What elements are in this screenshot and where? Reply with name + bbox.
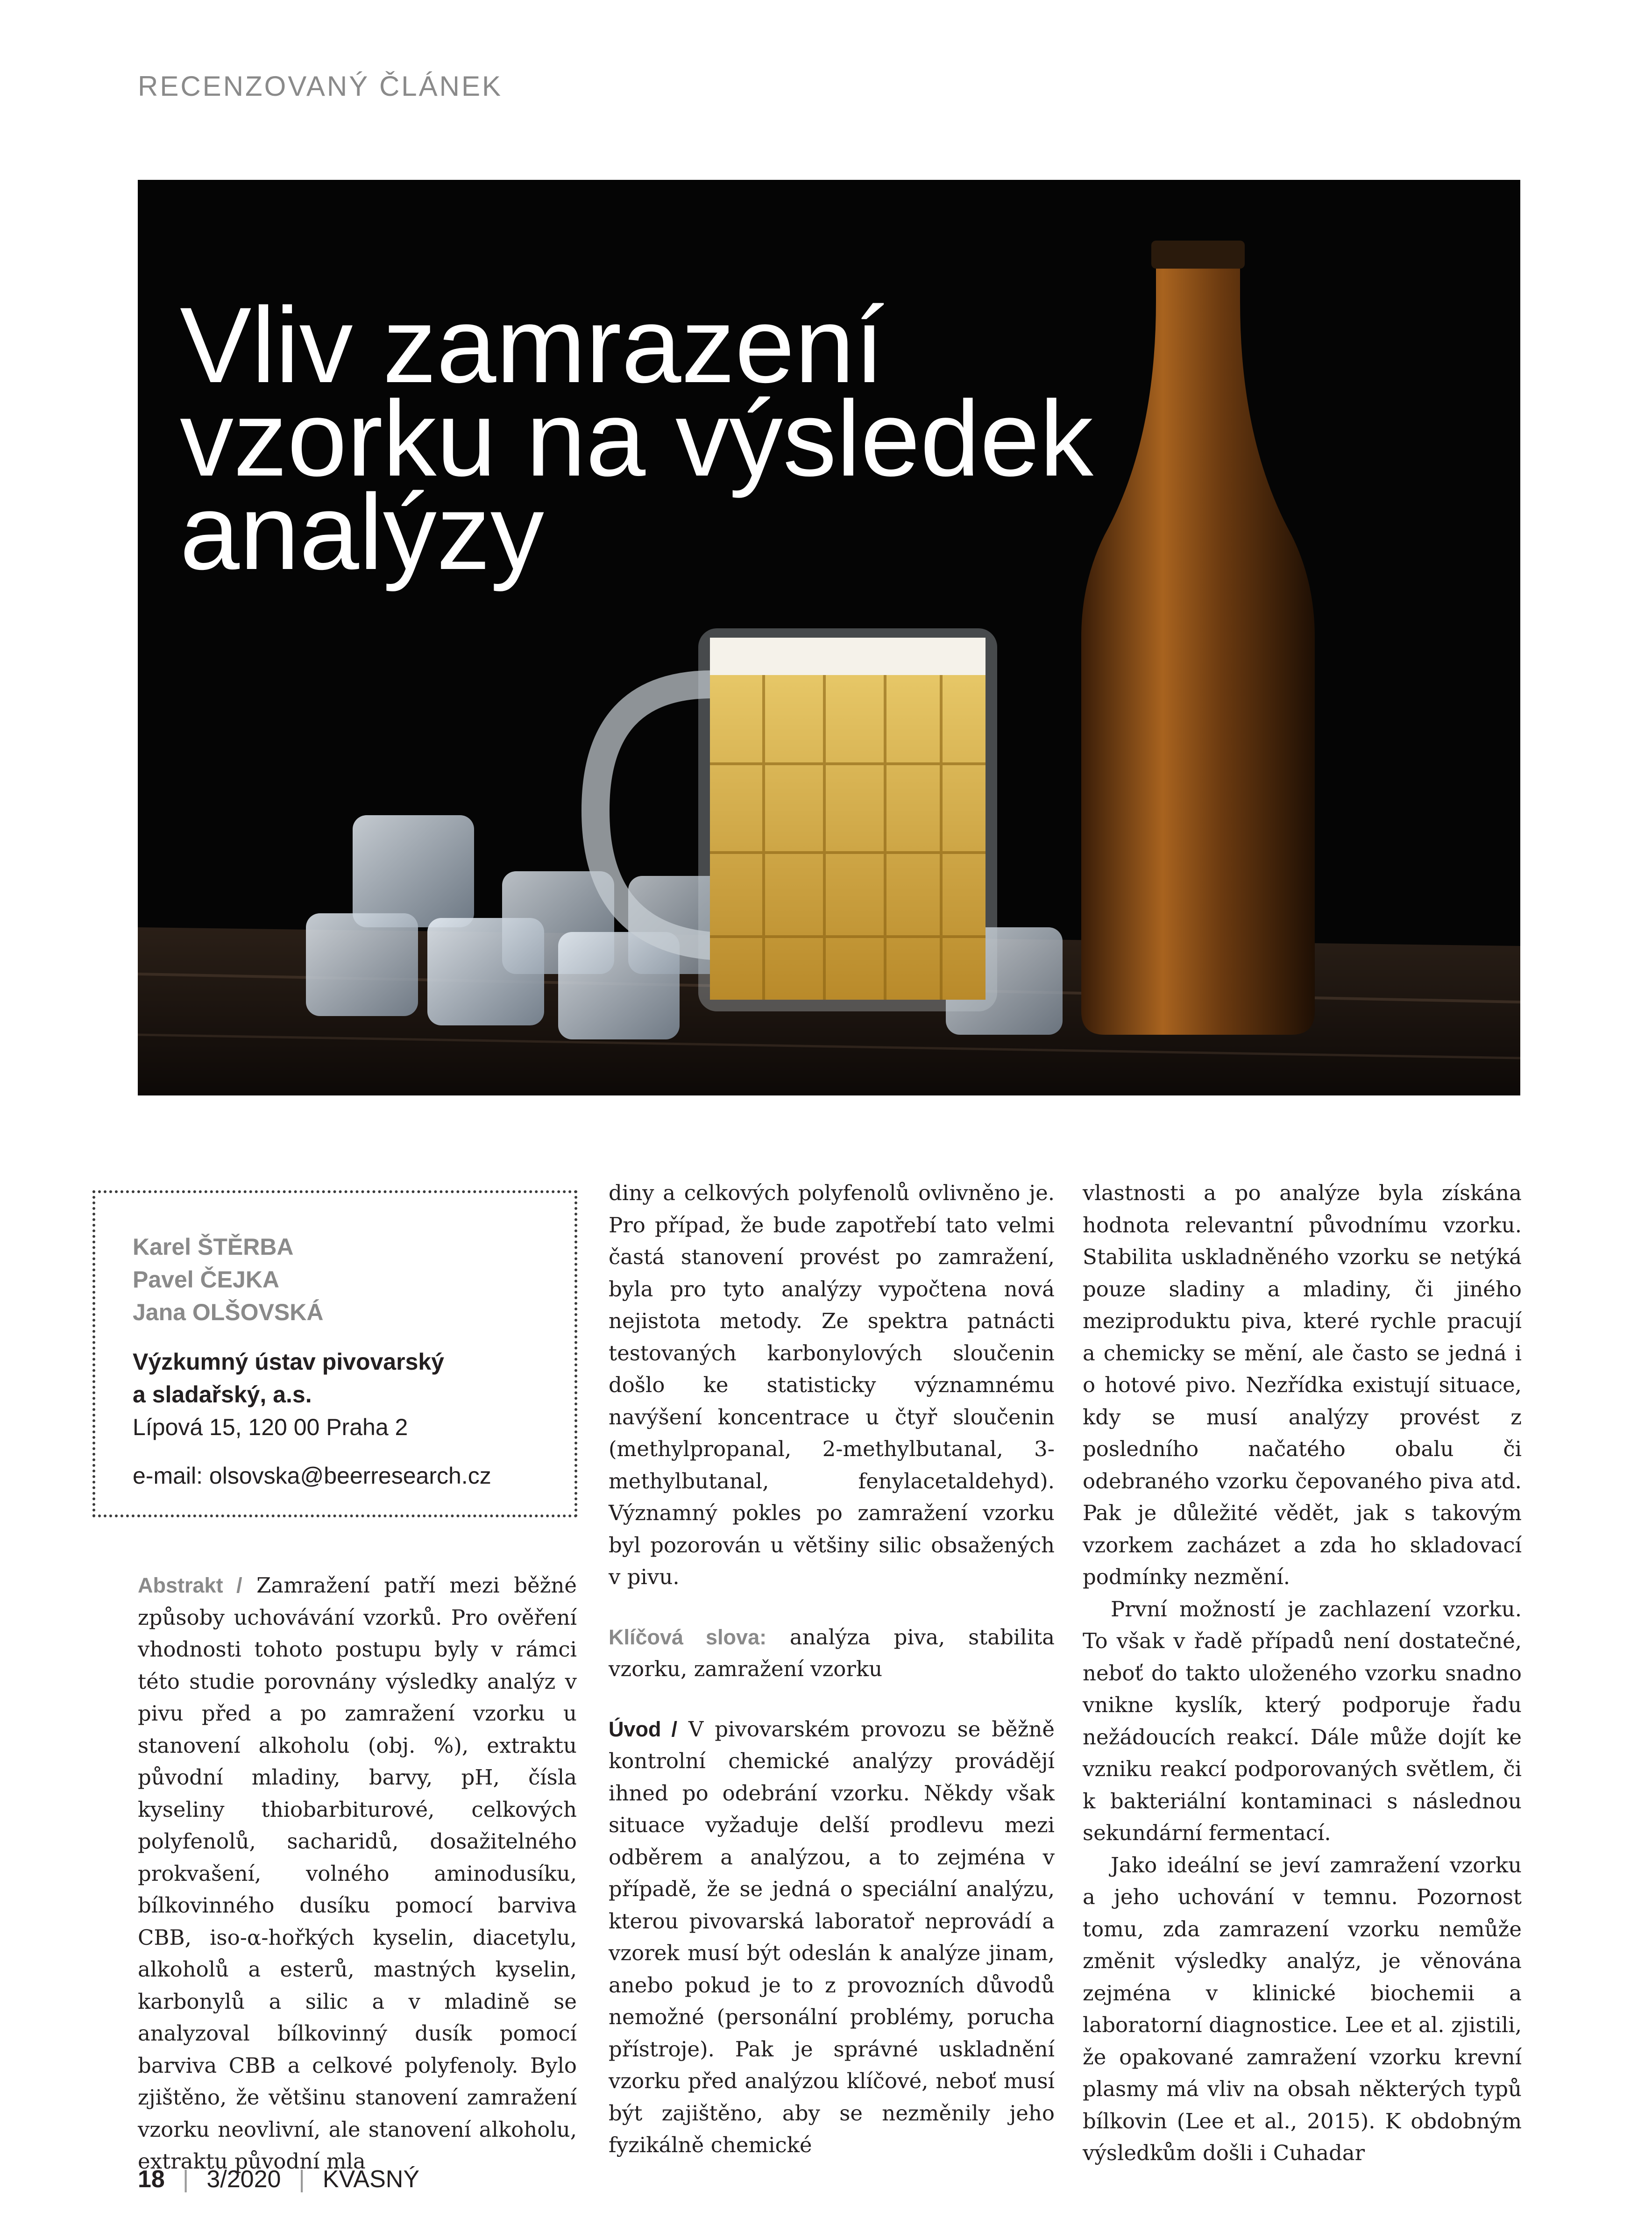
author-list xyxy=(133,1230,574,1329)
author-name: Pavel ČEJKA xyxy=(133,1266,280,1293)
title-line-3: analýzy xyxy=(180,472,544,592)
keywords-label: Klíčová slova: xyxy=(609,1625,767,1649)
footer-separator: | xyxy=(298,2166,305,2193)
issue-number: 3/2020 xyxy=(206,2166,281,2193)
column-1 xyxy=(138,1570,577,2178)
hero-image xyxy=(138,180,1520,1095)
author-name: Jana OLŠOVSKÁ xyxy=(133,1299,324,1325)
column-3 xyxy=(1083,1177,1522,2169)
institution xyxy=(133,1345,574,1444)
institution-address: Lípová 15, 120 00 Praha 2 xyxy=(133,1414,408,1440)
journal-name: KVASNÝ xyxy=(322,2166,420,2193)
intro-text: V pivovarském provozu se běžně kontrolní chemické analýzy provádějí ihned po odebrání vzorku. Někdy však situace vyžaduje delší prodlevu mezi odběrem a analýzou, a to zejména v případě, že se jedná o speciální analýzu, kterou pivovarská laboratoř neprovádí a vzorek musí být odeslán k analýze jinam, anebo pokud je to z provozních důvodů nemožné (personální problémy, porucha přístroje). Pak je správné uskladnění vzorku před analýzou klíčové, neboť musí být zajištěno, aby se nezměnily jeho fyzikálně chemické xyxy=(609,1716,1055,2157)
abstract-text: Zamražení patří mezi běžné způsoby uchovávání vzorků. Pro ověření vhodnosti tohoto postupu byly v rámci této studie porovnány výsledky analýz v pivu před a po zamražení vzorku u stanovení alkoholu (obj. %), extraktu původní mladiny, barvy, pH, čísla kyseliny thiobarbiturové, celkových polyfenolů, sacharidů, dosažitelného prokvašení, volného aminodusíku, bílkovinného dusíku pomocí barviva CBB, iso-α-hořkých kyselin, diacetylu, alkoholů a esterů, mastných kyselin, karbonylů a silic a v mladině se analyzoval bílkovinný dusík pomocí barviva CBB a celkové polyfenoly. Bylo zjištěno, že většinu stanovení zamražení vzorku neovlivní, ale stanovení alkoholu, extraktu původní mla xyxy=(138,1573,577,2174)
section-label: RECENZOVANÝ ČLÁNEK xyxy=(138,71,503,102)
column-2 xyxy=(609,1177,1055,2162)
intro-label: Úvod / xyxy=(609,1717,678,1741)
author-box xyxy=(92,1190,577,1517)
article-title xyxy=(180,285,1114,592)
title-line-1: Vliv zamrazení xyxy=(180,285,885,405)
intro-continued: vlastnosti a po analýze byla získána hodnota relevantní původnímu vzorku. Stabilita uskladněného vzorku se netýká pouze sladiny a mladiny, či jiného meziproduktu piva, které rychle pracují a chemicky se mění, ale často se jedná i o hotové pivo. Nezřídka existují situace, kdy se musí analýzy provést z posledního načatého obalu či odebraného vzorku čepovaného piva atd. Pak je důležité vědět, jak s takovým vzorkem zacházet a zda ho skladovací podmínky nezmění. xyxy=(1083,1180,1522,1589)
title-line-2: vzorku na výsledek xyxy=(180,378,1093,499)
intro-paragraph xyxy=(609,1714,1055,2162)
abstract-paragraph xyxy=(138,1570,577,2178)
author-email: e-mail: olsovska@beerresearch.cz xyxy=(133,1463,491,1489)
page-footer xyxy=(138,2165,419,2193)
author-name: Karel ŠTĚRBA xyxy=(133,1234,294,1260)
page-number: 18 xyxy=(138,2166,165,2193)
keywords-paragraph xyxy=(609,1621,1055,1685)
footer-separator: | xyxy=(182,2166,189,2193)
abstract-label: Abstrakt / xyxy=(138,1573,242,1597)
intro-paragraph-2: První možností je zachlazení vzorku. To však v řadě případů není dostatečné, neboť do takto uloženého vzorku snadno vnikne kyslík, který podporuje řadu nežádoucích reakcí. Dále může dojít ke vzniku reakcí podporovaných světlem, či k bakteriální kontaminaci s následnou sekundární fermentací. xyxy=(1083,1596,1522,1845)
intro-paragraph-3: Jako ideální se jeví zamražení vzorku a jeho uchování v temnu. Pozornost tomu, zda zamrazení vzorku nemůže změnit výsledky analýz, je věnována zejména v klinické biochemii a laboratorní diagnostice. Lee et al. zjistili, že opakované zamražení vzorku krevní plasmy má vliv na obsah některých typů bílkovin (Lee et al., 2015). K obdobným výsledkům došli i Cuhadar xyxy=(1083,1852,1522,2165)
institution-line: a sladařský, a.s. xyxy=(133,1381,312,1408)
institution-line: Výzkumný ústav pivovarský xyxy=(133,1349,444,1375)
abstract-continued: diny a celkových polyfenolů ovlivněno je. Pro případ, že bude zapotřebí tato velmi častá stanovení provést po zamražení, byla pro tyto analýzy vypočtena nová nejistota metody. Ze spektra patnácti testovaných karbonylových sloučenin došlo ke statisticky významnému navýšení koncentrace u čtyř sloučenin (methylpropanal, 2-methylbutanal, 3-methylbutanal, fenylacetaldehyd). Významný pokles po zamražení vzorku byl pozorován u většiny silic obsažených v pivu. xyxy=(609,1180,1055,1589)
keywords-text: analýza piva, stabilita vzorku, zamražení vzorku xyxy=(609,1624,1055,1681)
